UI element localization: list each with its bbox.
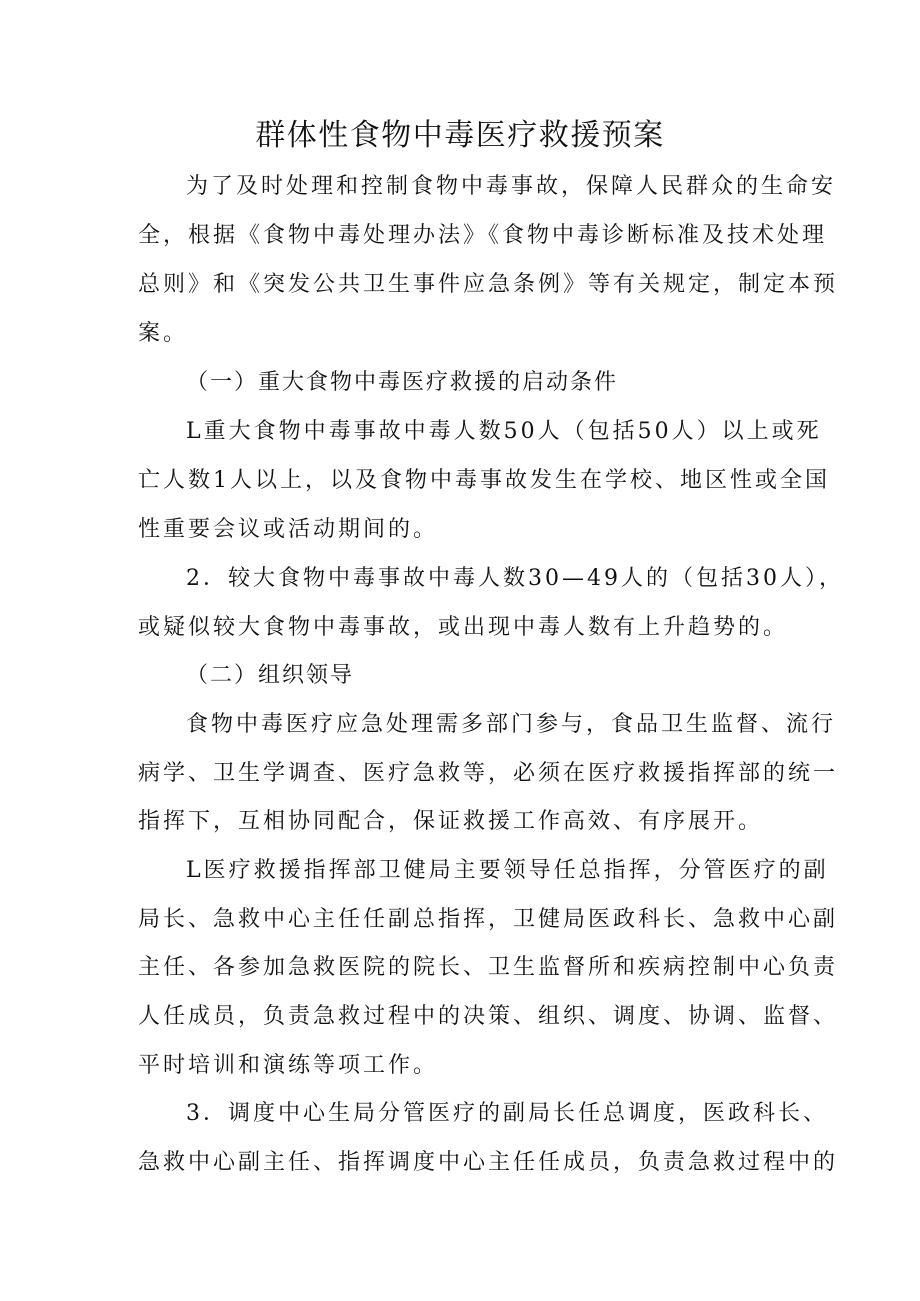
section-heading-1: （一）重大食物中毒医疗救援的启动条件 xyxy=(186,370,619,395)
org-line-3: 指挥下，互相协同配合，保证救援工作高效、有序展开。 xyxy=(138,809,764,834)
org-1-line-1: L医疗救援指挥部卫健局主要领导任总指挥，分管医疗的副 xyxy=(186,858,829,883)
document-title: 群体性食物中毒医疗救援预案 xyxy=(255,118,665,153)
org-1-line-3: 主任、各参加急救医院的院长、卫生监督所和疾病控制中心负责 xyxy=(138,955,839,980)
section-heading-2: （二）组织领导 xyxy=(186,663,355,688)
intro-line-2: 全，根据《食物中毒处理办法》《食物中毒诊断标准及技术处理 xyxy=(138,223,828,248)
org-1-line-4: 人任成员，负责急救过程中的决策、组织、调度、协调、监督、 xyxy=(138,1004,839,1029)
org-1-line-5: 平时培训和演练等项工作。 xyxy=(138,1053,439,1078)
org-3-line-1: 3．调度中心生局分管医疗的副局长任总调度，医政科长、 xyxy=(186,1101,828,1126)
item-2-line-1: 2．较大食物中毒事故中毒人数30—49人的（包括30人）， xyxy=(186,566,844,591)
item-1-line-1: L重大食物中毒事故中毒人数50人（包括50人）以上或死 xyxy=(186,419,822,444)
org-3-line-2: 急救中心副主任、指挥调度中心主任任成员，负责急救过程中的 xyxy=(138,1150,839,1175)
item-1-line-3: 性重要会议或活动期间的。 xyxy=(138,517,439,542)
item-2-line-2: 或疑似较大食物中毒事故，或出现中毒人数有上升趋势的。 xyxy=(138,615,789,640)
org-1-line-2: 局长、急救中心主任任副总指挥，卫健局医政科长、急救中心副 xyxy=(138,907,839,932)
intro-line-1: 为了及时处理和控制食物中毒事故，保障人民群众的生命安 xyxy=(186,174,837,199)
intro-line-3: 总则》和《突发公共卫生事件应急条例》等有关规定，制定本预 xyxy=(138,272,839,297)
org-line-1: 食物中毒医疗应急处理需多部门参与，食品卫生监督、流行 xyxy=(186,712,837,737)
intro-line-4: 案。 xyxy=(138,321,189,346)
item-1-line-2: 亡人数1人以上，以及食物中毒事故发生在学校、地区性或全国 xyxy=(138,468,830,493)
org-line-2: 病学、卫生学调查、医疗急救等，必须在医疗救援指挥部的统一 xyxy=(138,761,839,786)
